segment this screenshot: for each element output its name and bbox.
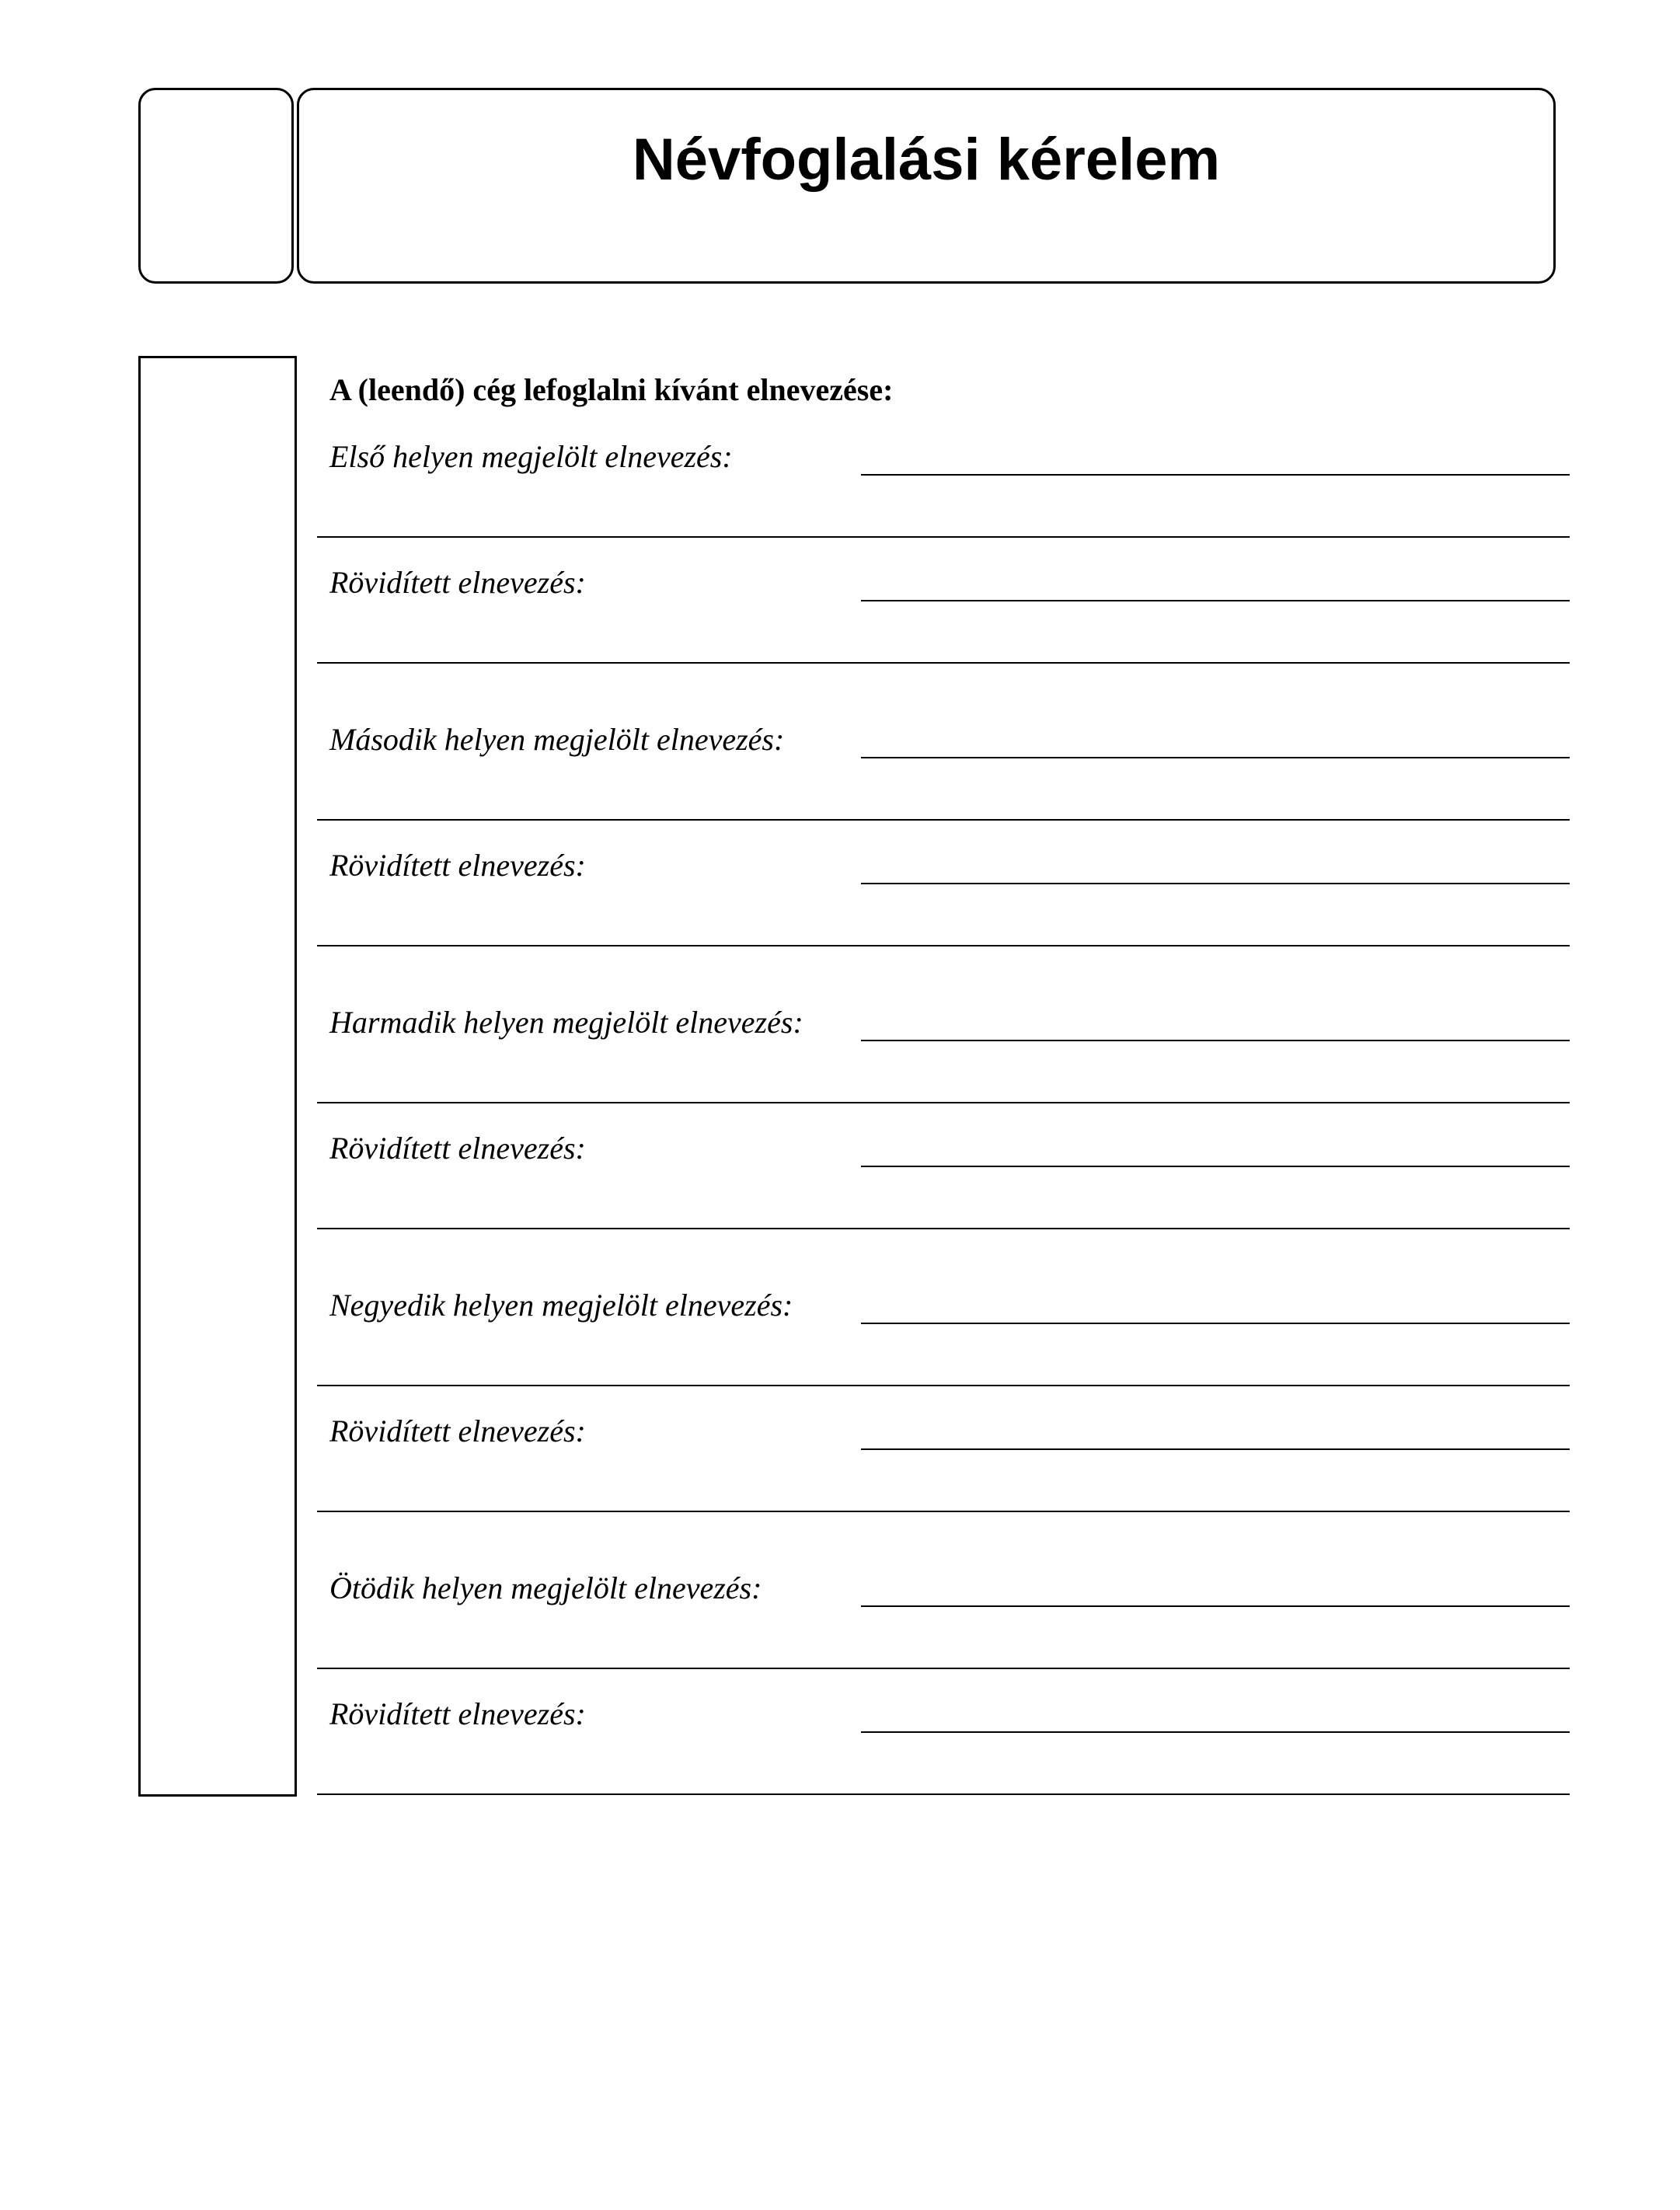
field-row-first-name <box>317 438 1570 500</box>
field-label: Rövidített elnevezés: <box>329 1413 586 1448</box>
continuation-line[interactable] <box>317 945 1570 946</box>
continuation-line[interactable] <box>317 662 1570 664</box>
page-title: Névfoglalási kérelem <box>632 127 1221 193</box>
field-label: Rövidített elnevezés: <box>329 1696 586 1731</box>
field-label: Ötödik helyen megjelölt elnevezés: <box>329 1570 762 1605</box>
field-label: Második helyen megjelölt elnevezés: <box>329 722 785 757</box>
continuation-line[interactable] <box>317 1793 1570 1795</box>
field-label: Rövidített elnevezés: <box>329 565 586 600</box>
first-short-name-input-line[interactable] <box>861 600 1570 601</box>
field-label: Rövidített elnevezés: <box>329 1131 586 1166</box>
third-name-input-line[interactable] <box>861 1040 1570 1041</box>
fourth-short-name-input-line[interactable] <box>861 1448 1570 1450</box>
field-label: Rövidített elnevezés: <box>329 848 586 883</box>
field-row-third-short-name <box>317 1130 1570 1192</box>
fifth-name-input-line[interactable] <box>861 1605 1570 1607</box>
field-row-third-name <box>317 1004 1570 1066</box>
field-row-fourth-short-name <box>317 1413 1570 1475</box>
section-heading: A (leendő) cég lefoglalni kívánt elnevezése: <box>329 372 894 407</box>
form-area <box>317 356 1570 1801</box>
third-short-name-input-line[interactable] <box>861 1166 1570 1167</box>
continuation-line[interactable] <box>317 1102 1570 1103</box>
continuation-line[interactable] <box>317 536 1570 538</box>
field-row-second-short-name <box>317 847 1570 909</box>
fourth-name-input-line[interactable] <box>861 1323 1570 1324</box>
field-label: Harmadik helyen megjelölt elnevezés: <box>329 1005 803 1040</box>
continuation-line[interactable] <box>317 1511 1570 1512</box>
continuation-line[interactable] <box>317 1668 1570 1669</box>
field-row-fourth-name <box>317 1287 1570 1349</box>
field-row-second-name <box>317 721 1570 783</box>
second-short-name-input-line[interactable] <box>861 883 1570 884</box>
field-row-fifth-short-name <box>317 1696 1570 1758</box>
header-left-box <box>138 88 294 284</box>
continuation-line[interactable] <box>317 1385 1570 1386</box>
second-name-input-line[interactable] <box>861 757 1570 758</box>
continuation-line[interactable] <box>317 819 1570 821</box>
continuation-line[interactable] <box>317 1228 1570 1229</box>
field-label: Első helyen megjelölt elnevezés: <box>329 439 733 474</box>
side-column-box <box>138 356 297 1797</box>
fifth-short-name-input-line[interactable] <box>861 1731 1570 1733</box>
field-row-first-short-name <box>317 564 1570 626</box>
header-title-box <box>297 88 1556 284</box>
field-row-fifth-name <box>317 1570 1570 1632</box>
first-name-input-line[interactable] <box>861 474 1570 476</box>
field-label: Negyedik helyen megjelölt elnevezés: <box>329 1288 793 1323</box>
